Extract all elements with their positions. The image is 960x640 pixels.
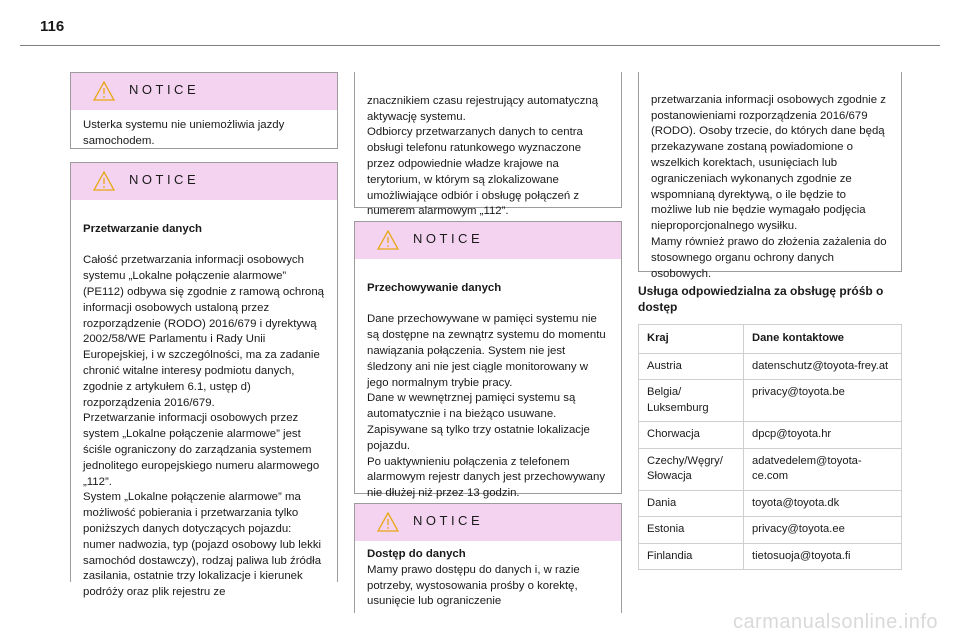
top-divider <box>20 45 940 46</box>
table-row <box>639 448 902 490</box>
contacts-table <box>638 324 902 570</box>
notice-text: Dane przechowywane w pamięci systemu nie są dostępne na zewnątrz systemu do momentu nawiązania połączenia. System nie jest śledzony ani nie jest ciągle monitorowany w jego normalnym trybie pracy. Dane w wewnętrznej pamięci systemu są automatycznie i na bieżąco usuwane. Zapisywane są tylko trzy ostatnie lokalizacje pojazdu. Po uaktywnieniu połączenia z telefonem alarmowym rejestr danych jest przechowywany nie dłużej niż przez 13 godzin. <box>367 313 606 500</box>
table-row <box>639 353 902 380</box>
column-header: Dane kontaktowe <box>744 325 902 354</box>
notice-box-data-processing <box>70 162 338 599</box>
continued-text: znacznikiem czasu rejestrujący automatyczną aktywację systemu. Odbiorcy przetwarzanych danych to centra obsługi telefonu ratunkowego wyznaczone przez odpowiednie władze krajowe na terytorium, w którym są zlokalizowane umożliwiające odbiór i obsługę połączeń z numerem alarmowym „112”. <box>367 94 599 218</box>
country-cell: Dania <box>639 490 744 517</box>
country-cell: Czechy/Węgry/ Słowacja <box>639 448 744 490</box>
section-title: Usługa odpowiedzialna za obsługę próśb o dostęp <box>638 284 884 314</box>
contact-cell: tietosuoja@toyota.fi <box>744 543 902 570</box>
notice-text: Całość przetwarzania informacji osobowych systemu „Lokalne połączenie alarmowe” (PE112) odbywa się zgodnie z ramową ochroną informacji osobowych ustaloną przez rozporządzenie (RODO) 2016/679 i dyrektywą 2002/58/WE Parlamentu i Rady Unii Europejskiej, i w szczególności, ma za zadanie chronić witalne interesy podmiotu danych, zgodnie z artykułem 6.1, ustęp d) rozporządzenia 2016/679. Przetwarzanie informacji osobowych przez system „Lokalne połączenie alarmowe” jest ściśle ograniczony do zarządzania systemem jednolitego europejskiego numeru alarmowego „112”. System „Lokalne połączenie alarmowe” ma możliwość pobierania i przetwarzania tylko poniższych danych dotyczących pojazdu: numer nadwozia, typ (pojazd osobowy lub lekki samochód dostawczy), rodzaj paliwa lub źródła zasilania, ostatnie trzy lokalizacje i kierunek podróży oraz plik rejestru ze <box>83 254 325 599</box>
notice-header <box>355 504 621 541</box>
notice-box-system-fault <box>70 72 338 149</box>
notice-box-data-storage <box>354 221 622 500</box>
table-header-row <box>639 325 902 354</box>
contact-cell: privacy@toyota.ee <box>744 517 902 544</box>
notice-header <box>355 222 621 259</box>
watermark: carmanualsonline.info <box>732 611 938 633</box>
table-row <box>639 543 902 570</box>
country-cell: Estonia <box>639 517 744 544</box>
notice-header <box>71 73 337 110</box>
page-number: 116 <box>40 18 65 35</box>
continued-text-box <box>354 72 622 218</box>
notice-subtitle: Dostęp do danych <box>367 548 466 560</box>
continued-text: przetwarzania informacji osobowych zgodnie z postanowieniami rozporządzenia 2016/679 (RODO). Osoby trzecie, do których dane będą przekazywane zostaną powiadomione o wszelkich korektach, usunięciach lub ograniczeniach wykonanych zgodnie ze wspomnianą dyrektywą, o ile będzie to możliwe lub nie będzie wymagało podjęcia nieproporcjonalnego wysiłku. Mamy również prawo do złożenia zażalenia do stosownego organu ochrony danych osobowych. <box>651 93 887 280</box>
notice-title: NOTICE <box>413 231 484 246</box>
contact-cell: adatvedelem@toyota-ce.com <box>744 448 902 490</box>
notice-title: NOTICE <box>129 82 200 97</box>
notice-subtitle: Przetwarzanie danych <box>83 222 203 235</box>
table-row <box>639 490 902 517</box>
country-cell: Chorwacja <box>639 422 744 449</box>
country-cell: Finlandia <box>639 543 744 570</box>
warning-icon <box>93 81 115 101</box>
country-cell: Austria <box>639 353 744 380</box>
table-row <box>639 380 902 422</box>
warning-icon <box>93 171 115 191</box>
country-cell: Belgia/ Luksemburg <box>639 380 744 422</box>
notice-text: Usterka systemu nie uniemożliwia jazdy samochodem. <box>83 119 285 147</box>
contact-cell: toyota@toyota.dk <box>744 490 902 517</box>
notice-box-data-access <box>354 503 622 613</box>
warning-icon <box>377 230 399 250</box>
notice-title: NOTICE <box>129 172 200 187</box>
notice-subtitle: Przechowywanie danych <box>367 281 502 294</box>
notice-header <box>71 163 337 200</box>
table-row <box>639 422 902 449</box>
notice-title: NOTICE <box>413 513 484 528</box>
table-row <box>639 517 902 544</box>
contact-cell: datenschutz@toyota-frey.at <box>744 353 902 380</box>
notice-text: Mamy prawo dostępu do danych i, w razie potrzeby, wystosowania prośby o korektę, usunięcie lub ograniczenie <box>367 563 580 608</box>
contact-cell: privacy@toyota.be <box>744 380 902 422</box>
contact-cell: dpcp@toyota.hr <box>744 422 902 449</box>
warning-icon <box>377 512 399 532</box>
column-header: Kraj <box>639 325 744 354</box>
continued-text-box <box>638 72 902 280</box>
